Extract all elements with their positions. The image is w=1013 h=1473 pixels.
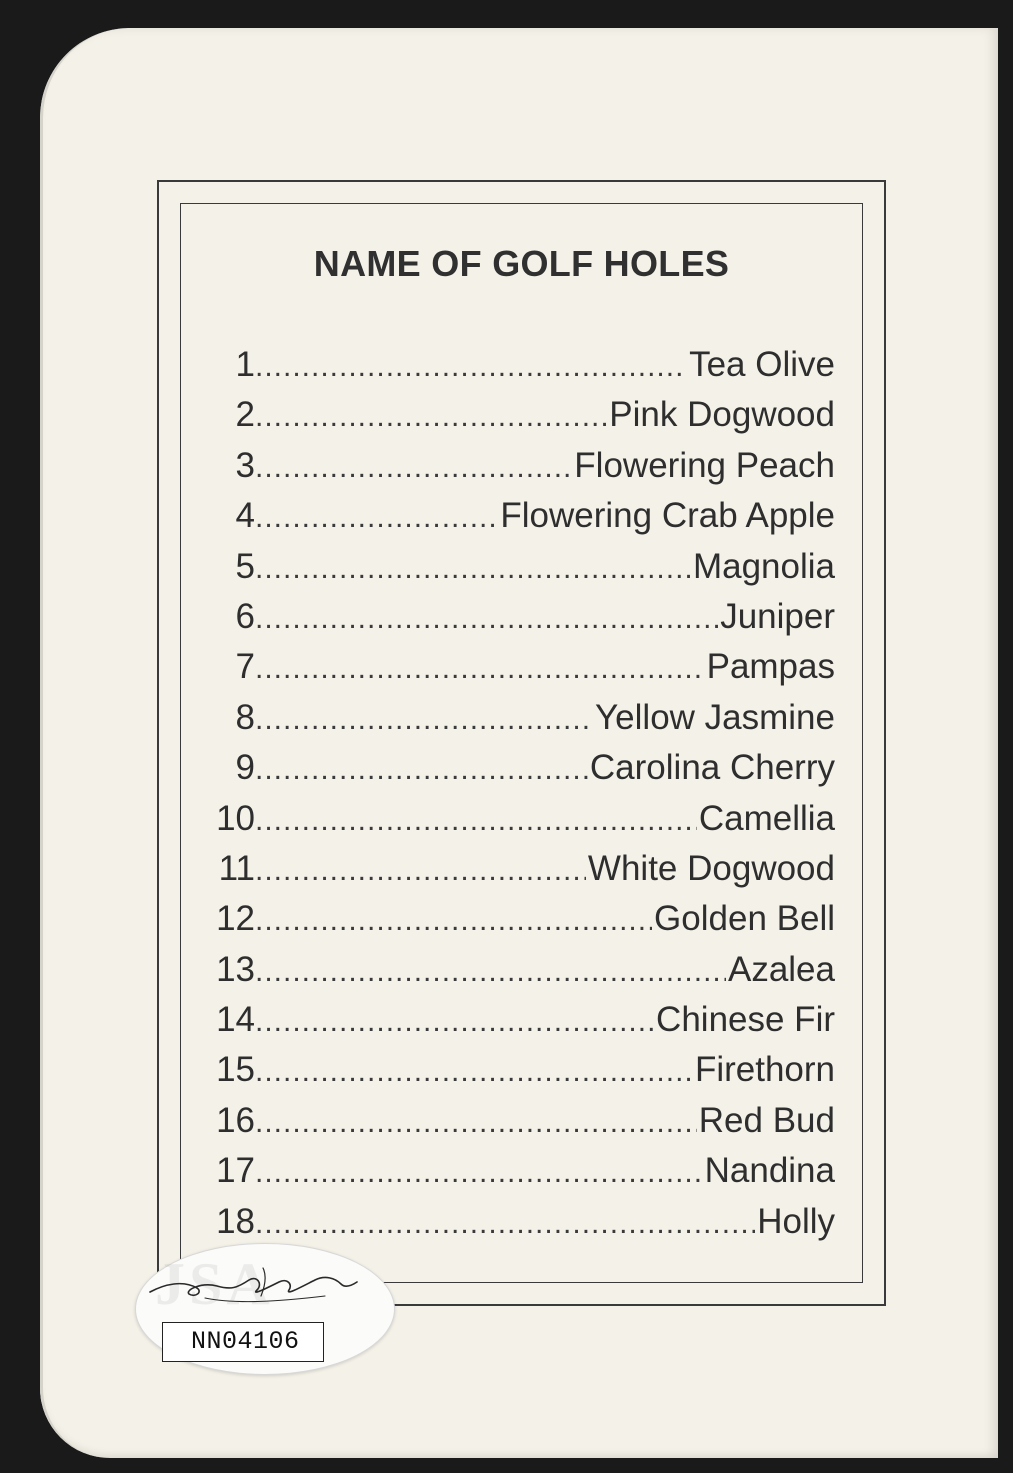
dot-leader xyxy=(255,1199,755,1249)
dot-leader xyxy=(255,997,654,1047)
signature-icon xyxy=(145,1258,365,1313)
hole-name: White Dogwood xyxy=(587,848,835,888)
dot-leader xyxy=(255,745,588,795)
dot-leader xyxy=(255,493,498,543)
hole-row xyxy=(205,592,835,642)
hole-number: 16 xyxy=(216,1100,255,1140)
dot-leader xyxy=(255,443,572,493)
dot-leader xyxy=(255,1148,703,1198)
hole-number: 7 xyxy=(235,647,255,687)
dot-leader xyxy=(255,392,607,442)
hole-name: Golden Bell xyxy=(654,899,835,939)
card-title: NAME OF GOLF HOLES xyxy=(313,243,730,284)
hole-name: Magnolia xyxy=(692,546,835,586)
dot-leader xyxy=(255,947,726,997)
hole-row xyxy=(205,642,835,692)
hole-row xyxy=(205,995,835,1045)
hole-number: 13 xyxy=(216,949,255,989)
dot-leader xyxy=(255,1047,693,1097)
hole-name: Flowering Peach xyxy=(574,445,835,485)
hole-name: Pink Dogwood xyxy=(609,395,835,435)
hole-row xyxy=(205,390,835,440)
hole-number: 18 xyxy=(216,1201,255,1241)
hole-number: 5 xyxy=(235,546,255,586)
hole-row xyxy=(205,1197,835,1247)
hole-number: 14 xyxy=(216,1000,255,1040)
hole-row xyxy=(205,894,835,944)
hole-number: 11 xyxy=(218,848,255,888)
dot-leader xyxy=(255,796,697,846)
hole-number: 6 xyxy=(235,596,255,636)
hole-row xyxy=(205,1096,835,1146)
hole-row xyxy=(205,693,835,743)
certificate-number: NN04106 xyxy=(162,1322,324,1362)
hole-row xyxy=(205,491,835,541)
hole-row xyxy=(205,743,835,793)
hole-number: 9 xyxy=(235,748,255,788)
hole-number: 10 xyxy=(216,798,255,838)
hole-number: 17 xyxy=(216,1151,255,1191)
hole-number: 15 xyxy=(216,1050,255,1090)
dot-leader xyxy=(255,644,705,694)
hole-number: 12 xyxy=(216,899,255,939)
dot-leader xyxy=(255,544,691,594)
dot-leader xyxy=(255,896,652,946)
hole-name: Juniper xyxy=(720,596,835,636)
sticker-watermark: JSA xyxy=(155,1251,274,1317)
hole-name: Carolina Cherry xyxy=(589,748,835,788)
hole-name: Red Bud xyxy=(698,1100,835,1140)
hole-name: Chinese Fir xyxy=(656,1000,835,1040)
dot-leader xyxy=(255,594,718,644)
hole-name: Yellow Jasmine xyxy=(595,697,835,737)
hole-name: Nandina xyxy=(704,1151,835,1191)
hole-name: Camellia xyxy=(698,798,835,838)
hole-name: Firethorn xyxy=(694,1050,835,1090)
hole-row xyxy=(205,1146,835,1196)
hole-row xyxy=(205,844,835,894)
hole-number: 4 xyxy=(235,496,255,536)
hole-row xyxy=(205,1045,835,1095)
hole-number: 8 xyxy=(235,697,255,737)
dot-leader xyxy=(255,342,687,392)
dot-leader xyxy=(255,1098,697,1148)
hole-row xyxy=(205,441,835,491)
hole-name: Azalea xyxy=(727,949,835,989)
hole-name: Tea Olive xyxy=(689,345,835,384)
hole-row xyxy=(205,340,835,390)
hole-number: 1 xyxy=(235,345,255,384)
hole-list xyxy=(205,340,835,1247)
hole-number: 2 xyxy=(235,395,255,435)
hole-number: 3 xyxy=(235,445,255,485)
hole-row xyxy=(205,945,835,995)
dot-leader xyxy=(255,695,593,745)
hole-row xyxy=(205,794,835,844)
hole-row xyxy=(205,542,835,592)
hole-name: Pampas xyxy=(706,647,835,687)
hole-name: Holly xyxy=(757,1201,835,1241)
dot-leader xyxy=(255,846,586,896)
hole-name: Flowering Crab Apple xyxy=(500,496,835,536)
